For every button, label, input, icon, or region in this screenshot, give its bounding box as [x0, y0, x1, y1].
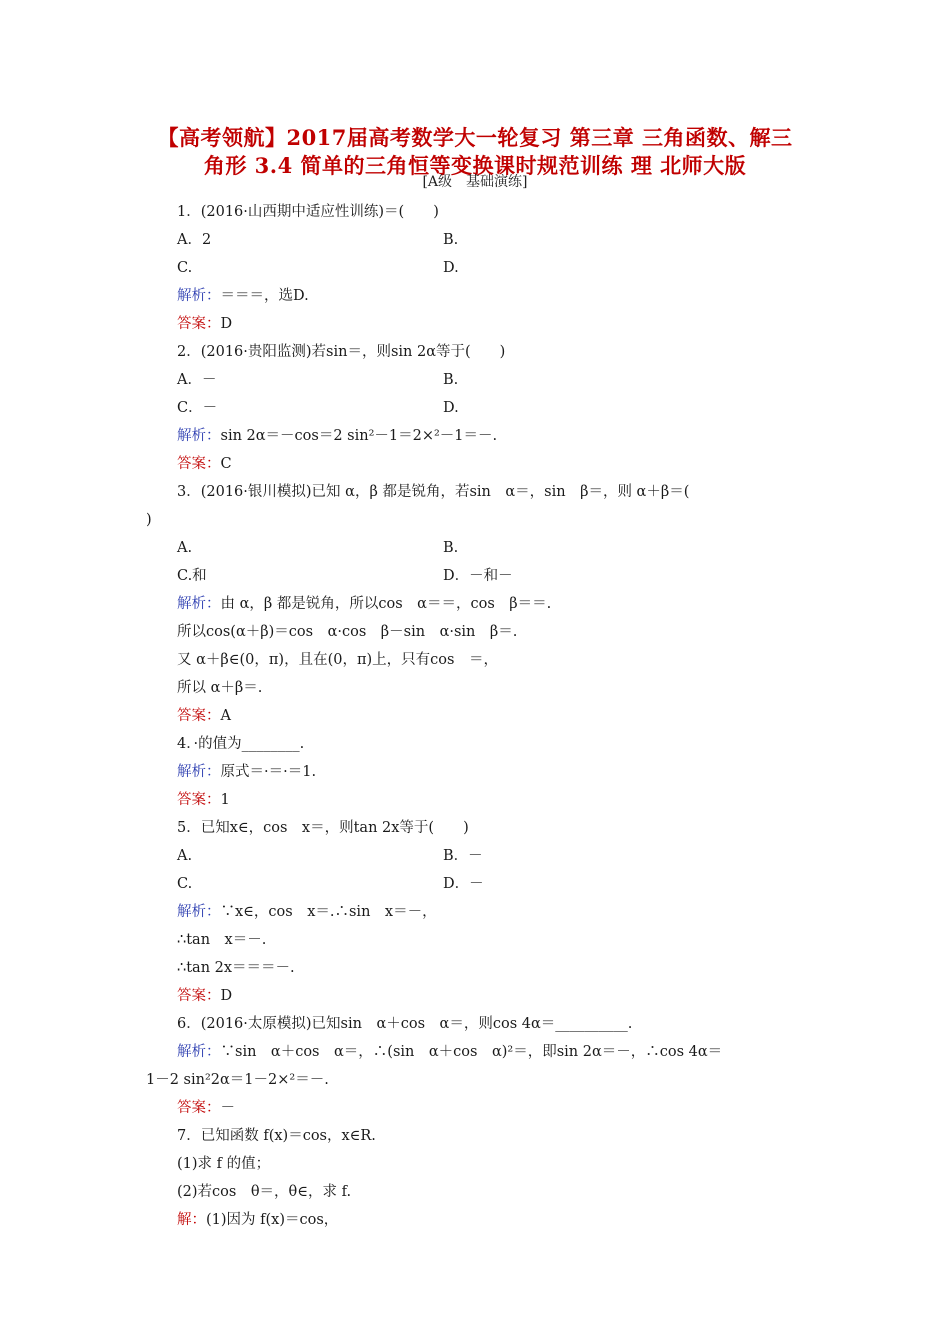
q5-option-b: B．－: [443, 848, 483, 864]
q2-stem: 2．(2016·贵阳监测)若sin＝，则sin 2α等于( ): [177, 344, 506, 360]
q5-stem: 5．已知x∈，cos x＝，则tan 2x等于( ): [177, 820, 469, 836]
analysis-label: 解析：: [177, 288, 221, 304]
q5-answer-text: D: [220, 988, 233, 1004]
q5-option-d: D．－: [443, 876, 484, 892]
q4-analysis: [146, 758, 810, 786]
q7-part-2: (2)若cos θ＝，θ∈，求 f.: [177, 1184, 352, 1200]
analysis-label: 解析：: [177, 428, 221, 444]
answer-label: 答案：: [177, 792, 221, 808]
q5-answer: [146, 982, 810, 1010]
q5-option-a: A.: [177, 848, 193, 864]
q3-analysis-line-2: 所以cos(α＋β)＝cos α·cos β－sin α·sin β＝.: [177, 624, 518, 640]
q7-part-1: (1)求 f 的值；: [177, 1156, 271, 1172]
solution-label: 解：: [177, 1212, 206, 1228]
q5-analysis-text-1: ∵x∈，cos x＝.∴sin x＝－，: [220, 904, 437, 920]
q3-option-b: B.: [443, 540, 459, 556]
q4-stem: 4．·的值为________.: [177, 736, 305, 752]
q5-options-row-2: [146, 870, 810, 898]
document-title: [140, 124, 810, 180]
q2-analysis-text: sin 2α＝－cos＝2 sin²－1＝2×²－1＝－.: [220, 428, 498, 444]
q3-option-a: A.: [177, 540, 193, 556]
q1-options-row-1: [146, 226, 810, 254]
q3-analysis-text-1: 由 α，β 都是锐角，所以cos α＝＝，cos β＝＝.: [220, 596, 552, 612]
q5-analysis-line-3: ∴tan 2x＝＝＝－.: [177, 960, 295, 976]
q3-options-row-1: [146, 534, 810, 562]
q5-analysis-line-2: ∴tan x＝－.: [177, 932, 267, 948]
q1-analysis-text: ＝＝＝，选D.: [220, 288, 309, 304]
q5-options-row-1: [146, 842, 810, 870]
q2-option-b: B.: [443, 372, 459, 388]
answer-label: 答案：: [177, 316, 221, 332]
q2-option-c: C．－: [177, 400, 218, 416]
q1-option-c: C.: [177, 260, 193, 276]
q3-analysis-line-4: 所以 α＋β＝.: [177, 680, 263, 696]
analysis-label: 解析：: [177, 904, 221, 920]
q2-analysis: [146, 422, 810, 450]
q2-answer-text: C: [220, 456, 232, 472]
q7-stem: 7．已知函数 f(x)＝cos，x∈R.: [177, 1128, 376, 1144]
analysis-label: 解析：: [177, 764, 221, 780]
q7-solution: [146, 1206, 810, 1234]
answer-label: 答案：: [177, 1100, 221, 1116]
q1-options-row-2: [146, 254, 810, 282]
q1-option-d: D.: [443, 260, 459, 276]
answer-label: 答案：: [177, 456, 221, 472]
q2-options-row-1: [146, 366, 810, 394]
q6-analysis: [146, 1038, 810, 1066]
q6-analysis-text-1: ∵sin α＋cos α＝，∴(sin α＋cos α)²＝，即sin 2α＝－，∴cos 4α＝: [220, 1044, 723, 1060]
analysis-label: 解析：: [177, 1044, 221, 1060]
q5-option-c: C.: [177, 876, 193, 892]
answer-label: 答案：: [177, 988, 221, 1004]
q2-options-row-2: [146, 394, 810, 422]
q6-answer: [146, 1094, 810, 1122]
q1-answer: [146, 310, 810, 338]
q3-analysis-line-3: 又 α＋β∈(0，π)，且在(0，π)上，只有cos ＝，: [177, 652, 498, 668]
q6-answer-text: －: [220, 1100, 235, 1116]
q1-stem: 1．(2016·山西期中适应性训练)＝( ): [177, 204, 439, 220]
q3-answer: [146, 702, 810, 730]
q3-stem-line-1: 3．(2016·银川模拟)已知 α，β 都是锐角，若sin α＝，sin β＝，则 α＋β＝(: [177, 484, 690, 500]
q2-answer: [146, 450, 810, 478]
q4-answer-text: 1: [220, 792, 230, 808]
q5-analysis: [146, 898, 810, 926]
analysis-label: 解析：: [177, 596, 221, 612]
q3-options-row-2: [146, 562, 810, 590]
title-line-2: 角形 3.4 简单的三角恒等变换课时规范训练 理 北师大版: [203, 153, 747, 178]
level-heading: [A级 基础演练]: [422, 174, 528, 190]
q1-answer-text: D: [220, 316, 233, 332]
answer-label: 答案：: [177, 708, 221, 724]
q1-analysis: [146, 282, 810, 310]
q3-answer-text: A: [220, 708, 231, 724]
q6-stem: 6．(2016·太原模拟)已知sin α＋cos α＝，则cos 4α＝__________.: [177, 1016, 633, 1032]
q3-stem-line-2: ): [146, 512, 152, 528]
q1-option-a: A．2: [177, 232, 212, 248]
q4-answer: [146, 786, 810, 814]
q4-analysis-text: 原式＝·＝·＝1.: [220, 764, 317, 780]
q3-option-c: C.和: [177, 568, 207, 584]
q3-option-d: D．－和－: [443, 568, 513, 584]
exercise-body: [146, 198, 810, 1234]
q6-analysis-line-2: 1－2 sin²2α＝1－2×²＝－.: [146, 1072, 329, 1088]
title-line-1: 【高考领航】2017届高考数学大一轮复习 第三章 三角函数、解三: [157, 125, 793, 150]
q3-analysis: [146, 590, 810, 618]
q2-option-a: A．－: [177, 372, 217, 388]
q2-option-d: D.: [443, 400, 459, 416]
q7-solution-text: (1)因为 f(x)＝cos，: [206, 1212, 339, 1228]
q1-option-b: B.: [443, 232, 459, 248]
